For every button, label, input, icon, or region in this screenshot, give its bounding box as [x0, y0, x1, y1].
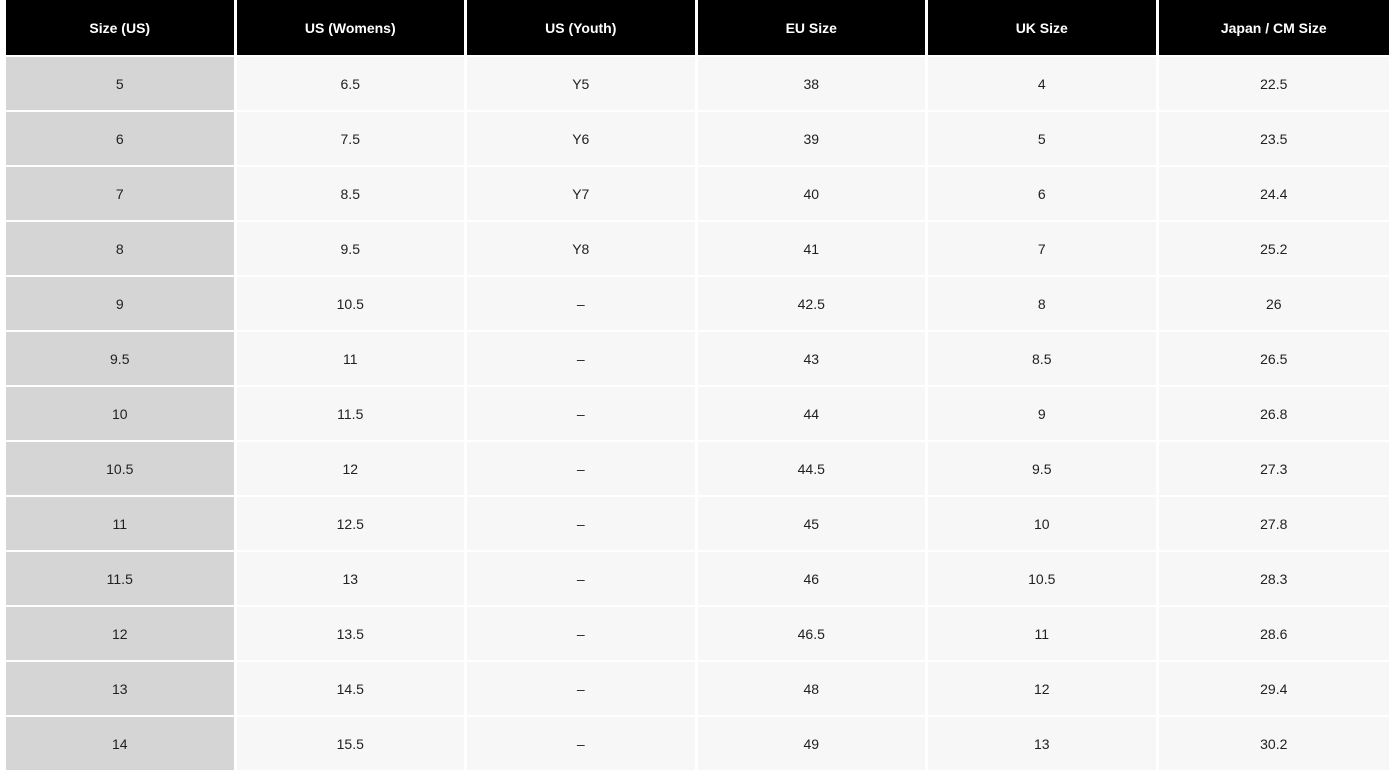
table-cell-us-womens: 14.5 [237, 662, 468, 717]
header-row [6, 0, 1389, 57]
table-header [6, 0, 1389, 57]
table-cell-uk-size: 11 [928, 607, 1159, 662]
table-cell-japan-cm: 26.8 [1159, 387, 1390, 442]
column-header-size-us: Size (US) [6, 0, 237, 57]
table-row [6, 662, 1389, 717]
table-row [6, 497, 1389, 552]
table-cell-size-us: 8 [6, 222, 237, 277]
table-cell-eu-size: 42.5 [698, 277, 929, 332]
table-cell-uk-size: 13 [928, 717, 1159, 772]
table-cell-us-youth: – [467, 607, 698, 662]
table-cell-us-womens: 12 [237, 442, 468, 497]
table-cell-uk-size: 9 [928, 387, 1159, 442]
column-header-us-youth: US (Youth) [467, 0, 698, 57]
table-cell-us-womens: 11 [237, 332, 468, 387]
table-cell-us-youth: Y8 [467, 222, 698, 277]
table-cell-eu-size: 45 [698, 497, 929, 552]
table-cell-japan-cm: 27.8 [1159, 497, 1390, 552]
table-cell-us-youth: – [467, 332, 698, 387]
table-row [6, 112, 1389, 167]
table-cell-us-youth: Y7 [467, 167, 698, 222]
table-cell-us-youth: – [467, 277, 698, 332]
table-cell-size-us: 12 [6, 607, 237, 662]
table-cell-eu-size: 38 [698, 57, 929, 112]
table-cell-japan-cm: 22.5 [1159, 57, 1390, 112]
table-cell-eu-size: 40 [698, 167, 929, 222]
table-cell-us-youth: Y6 [467, 112, 698, 167]
table-cell-japan-cm: 26.5 [1159, 332, 1390, 387]
table-row [6, 442, 1389, 497]
table-cell-eu-size: 44 [698, 387, 929, 442]
table-cell-us-womens: 12.5 [237, 497, 468, 552]
table-cell-size-us: 9 [6, 277, 237, 332]
table-cell-uk-size: 10 [928, 497, 1159, 552]
table-cell-japan-cm: 27.3 [1159, 442, 1390, 497]
size-conversion-table [6, 0, 1389, 772]
table-cell-eu-size: 39 [698, 112, 929, 167]
column-header-uk-size: UK Size [928, 0, 1159, 57]
table-cell-us-youth: – [467, 497, 698, 552]
column-header-us-womens: US (Womens) [237, 0, 468, 57]
table-cell-uk-size: 6 [928, 167, 1159, 222]
table-cell-uk-size: 8 [928, 277, 1159, 332]
table-cell-size-us: 7 [6, 167, 237, 222]
table-cell-japan-cm: 28.6 [1159, 607, 1390, 662]
table-cell-japan-cm: 29.4 [1159, 662, 1390, 717]
table-cell-japan-cm: 30.2 [1159, 717, 1390, 772]
table-row [6, 552, 1389, 607]
table-cell-uk-size: 4 [928, 57, 1159, 112]
table-row [6, 277, 1389, 332]
table-cell-uk-size: 10.5 [928, 552, 1159, 607]
table-cell-us-youth: – [467, 662, 698, 717]
column-header-eu-size: EU Size [698, 0, 929, 57]
column-header-japan-cm: Japan / CM Size [1159, 0, 1390, 57]
table-cell-us-womens: 8.5 [237, 167, 468, 222]
table-cell-size-us: 14 [6, 717, 237, 772]
table-cell-us-womens: 13.5 [237, 607, 468, 662]
table-cell-uk-size: 12 [928, 662, 1159, 717]
table-cell-us-womens: 7.5 [237, 112, 468, 167]
table-row [6, 332, 1389, 387]
table-cell-eu-size: 46 [698, 552, 929, 607]
table-cell-size-us: 13 [6, 662, 237, 717]
table-cell-us-womens: 13 [237, 552, 468, 607]
table-cell-japan-cm: 25.2 [1159, 222, 1390, 277]
table-cell-size-us: 11.5 [6, 552, 237, 607]
table-cell-us-womens: 10.5 [237, 277, 468, 332]
table-row [6, 167, 1389, 222]
table-cell-size-us: 10.5 [6, 442, 237, 497]
table-cell-eu-size: 44.5 [698, 442, 929, 497]
table-row [6, 607, 1389, 662]
table-cell-size-us: 11 [6, 497, 237, 552]
table-cell-us-youth: Y5 [467, 57, 698, 112]
table-cell-us-youth: – [467, 442, 698, 497]
table-cell-eu-size: 49 [698, 717, 929, 772]
table-cell-us-womens: 9.5 [237, 222, 468, 277]
table-cell-eu-size: 41 [698, 222, 929, 277]
table-cell-size-us: 10 [6, 387, 237, 442]
table-cell-japan-cm: 28.3 [1159, 552, 1390, 607]
table-cell-us-youth: – [467, 717, 698, 772]
table-cell-eu-size: 48 [698, 662, 929, 717]
table-cell-uk-size: 5 [928, 112, 1159, 167]
table-row [6, 387, 1389, 442]
table-cell-us-womens: 11.5 [237, 387, 468, 442]
table-cell-size-us: 5 [6, 57, 237, 112]
table-cell-size-us: 6 [6, 112, 237, 167]
table-body [6, 57, 1389, 772]
table-cell-japan-cm: 26 [1159, 277, 1390, 332]
table-row [6, 717, 1389, 772]
table-cell-uk-size: 8.5 [928, 332, 1159, 387]
table-row [6, 222, 1389, 277]
table-cell-japan-cm: 23.5 [1159, 112, 1390, 167]
table-cell-size-us: 9.5 [6, 332, 237, 387]
table-cell-us-womens: 6.5 [237, 57, 468, 112]
table-row [6, 57, 1389, 112]
table-cell-us-womens: 15.5 [237, 717, 468, 772]
table-cell-uk-size: 9.5 [928, 442, 1159, 497]
table-cell-japan-cm: 24.4 [1159, 167, 1390, 222]
table-cell-eu-size: 43 [698, 332, 929, 387]
table-cell-uk-size: 7 [928, 222, 1159, 277]
table-cell-us-youth: – [467, 387, 698, 442]
table-cell-eu-size: 46.5 [698, 607, 929, 662]
table-cell-us-youth: – [467, 552, 698, 607]
